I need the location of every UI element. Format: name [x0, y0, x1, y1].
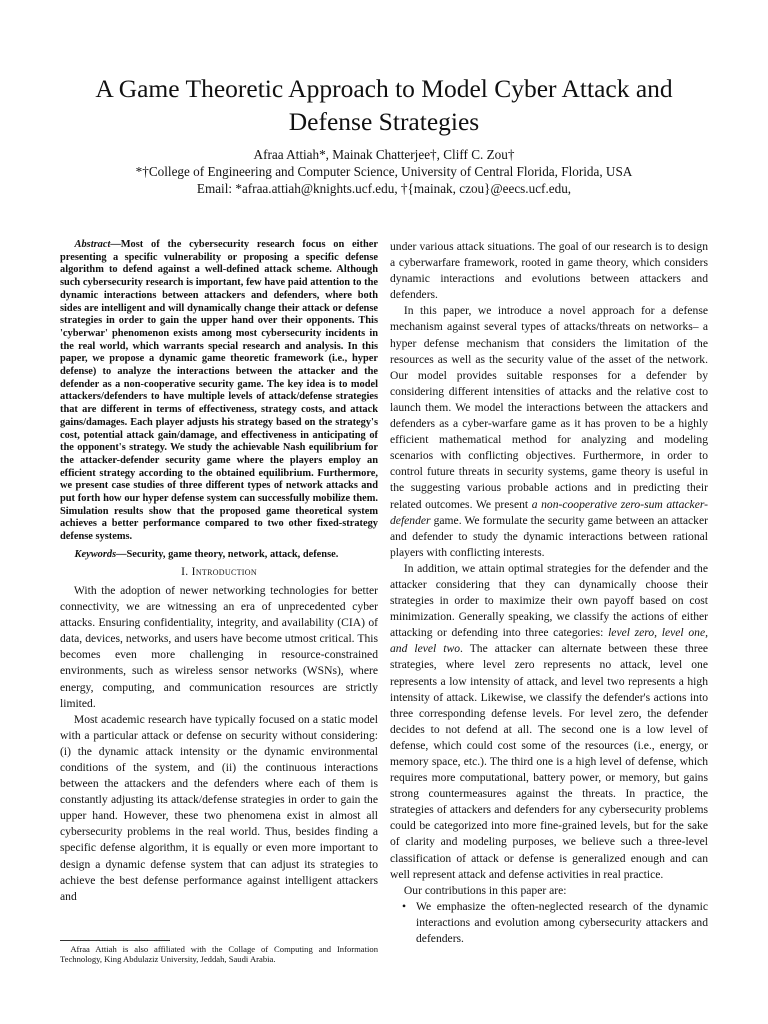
footnote-divider	[60, 940, 170, 941]
intro-paragraph: With the adoption of newer networking technologies for better connectivity, we are witnessing an era of unprecedented cyber attacks. Ensuring confidentiality, integrity, and availability (CIA) of data, devices, networks, and users have become utmost critical. This becomes even more challenging in resource-constrained environments, such as wireless sensor networks (WSNs), where energy, computing, and communication resources are strictly limited.	[60, 583, 378, 710]
section-title: Introduction	[191, 564, 257, 578]
email-line: Email: *afraa.attiah@knights.ucf.edu, †{mainak, czou}@eecs.ucf.edu,	[196, 181, 572, 196]
text-span: In addition, we attain optimal strategies for the defender and the attacker considering that they can dynamically choose their strategies in order to maximize their own payoff based on cost minimization. Generally speaking, we classify the actions of either attacking or defending into three categories:	[390, 561, 708, 640]
paper-title: A Game Theoretic Approach to Model Cyber Attack and Defense Strategies	[95, 74, 673, 136]
body-paragraph: Our contributions in this paper are:	[403, 883, 567, 897]
intro-paragraph: Most academic research have typically focused on a static model with a particular attack or defense on security without considering: (i) the dynamic attack intensity or the dynamic environmental conditions of the system, and (ii) the continuous interactions between the attackers and the defenders where each of them is constantly adjusting its attack/defense strategies in order to gain the upper hand. However, these two phenomena exist in almost all cybersecurity problems in the real world. Thus, besides finding a specific defense algorithm, it is equally or even more important to design a dynamic defense system that can adjust its strategies to achieve the best defense performance against intelligent attackers and	[60, 712, 378, 903]
abstract-label: Abstract	[74, 239, 111, 250]
section-number: I.	[181, 564, 189, 578]
text-span: In this paper, we introduce a novel approach for a defense mechanism against several types of attacks/threats on networks– a hyper defense mechanism that considers the limitation of the resources as well as the security value of the asset of the network. Our model provides suitable responses for a defender by considering different intensities of attacks and the relative cost to launch them. We model the interactions between the attackers and defenders as a cyber-warfare game as it has proven to be a highly efficient mathematical method for analyzing and modeling scenarios with conflicting objectives. Furthermore, in order to control future threats in security systems, game theory is useful in the suggesting various probable actions and in predicting their related outcomes. We present	[390, 304, 708, 511]
keywords-text: —Security, game theory, network, attack, defense.	[116, 548, 339, 560]
title-block	[60, 72, 708, 197]
section-heading	[60, 564, 378, 580]
keywords-label: Keywords	[74, 548, 117, 560]
text-span: . The attacker can alternate between these three strategies, where level zero represents no attack, level one represents a low intensity of attack, and level two represents a high intensity of attack. Likewise, we classify the defender's actions into three corresponding defense levels. For level zero, the defender decides to not defend at all. The second one is a low level of defense, which could cost some of the resources (i.e., energy, or memory space, etc.). The third one is a high level of defense, which requires more computational, battery power, or memory, but gains strong countermeasures against the threats. In practice, the strategies of attackers and defenders for any cybersecurity problems could be categorized into more fine-grained levels, but for the sake of clarity and modeling purposes, we believe such a three-level classification of attack or defense is generalized enough and can well represent attack and defense activities in real practice.	[390, 642, 708, 881]
body-paragraph	[390, 303, 708, 561]
body-paragraph: under various attack situations. The goal of our research is to design a cyberwarfare framework, rooted in game theory, which considers dynamic interactions and evolutions between attackers and defenders.	[390, 240, 708, 302]
contribution-list	[390, 899, 708, 947]
footnote: Afraa Attiah is also affiliated with the Collage of Computing and Information Technology, King Abdulaziz University, Jeddah, Saudi Arabia.	[60, 944, 378, 965]
text-span: game. We formulate the security game between an attacker and defender to study the dynamic interactions between rational players with conflicting interests.	[390, 513, 708, 559]
author-list: Afraa Attiah*, Mainak Chatterjee†, Cliff C. Zou†	[253, 147, 515, 162]
body-paragraph	[390, 561, 708, 883]
left-column	[60, 239, 378, 905]
right-column	[390, 239, 708, 947]
keywords	[60, 548, 378, 561]
bullet-icon: •	[402, 899, 407, 913]
emphasis-text: level zero, level one, and level two	[390, 626, 708, 656]
affiliation: *†College of Engineering and Computer Science, University of Central Florida, Florida, USA	[135, 164, 633, 179]
abstract-text: —Most of the cybersecurity research focus on either presenting a specific vulnerability or proposing a specific defense algorithm to defend against a well-defined attack scheme. Although such cybersecurity research is important, few have paid attention to the dynamic interactions between attackers and defenders, where both sides are intelligent and will dynamically change their attack or defense strategies in order to gain the upper hand over their opponents. This 'cyberwar' phenomenon exists among most cybersecurity incidents in the real world, which warrants special research and analysis. In this paper, we propose a dynamic game theoretic framework (i.e., hyper defense) to analyze the interactions between the attacker and the defender as a non-cooperative security game. The key idea is to model attackers/defenders to have multiple levels of attack/defense strategies that are different in terms of effectiveness, strategy costs, and attack gains/damages. Each player adjusts his strategy based on the strategy's cost, potential attack gain/damage, and effectiveness in anticipating of the opponent's strategy. We study the achievable Nash equilibrium for the attacker-defender security game where the players employ an efficient strategy according to the obtained equilibrium. Furthermore, we present case studies of three different types of network attacks and put forth how our hyper defense system can successfully mobilize them. Simulation results show that the proposed game theoretical system achieves a better performance compared to two other fixed-strategy defense systems.	[60, 239, 378, 543]
abstract	[60, 239, 378, 544]
list-item	[402, 899, 708, 947]
emphasis-text: a non-cooperative zero-sum attacker-defender	[390, 497, 708, 527]
list-item-text: We emphasize the often-neglected research of the dynamic interactions and evolution among cybersecurity attackers and defenders.	[416, 899, 708, 946]
